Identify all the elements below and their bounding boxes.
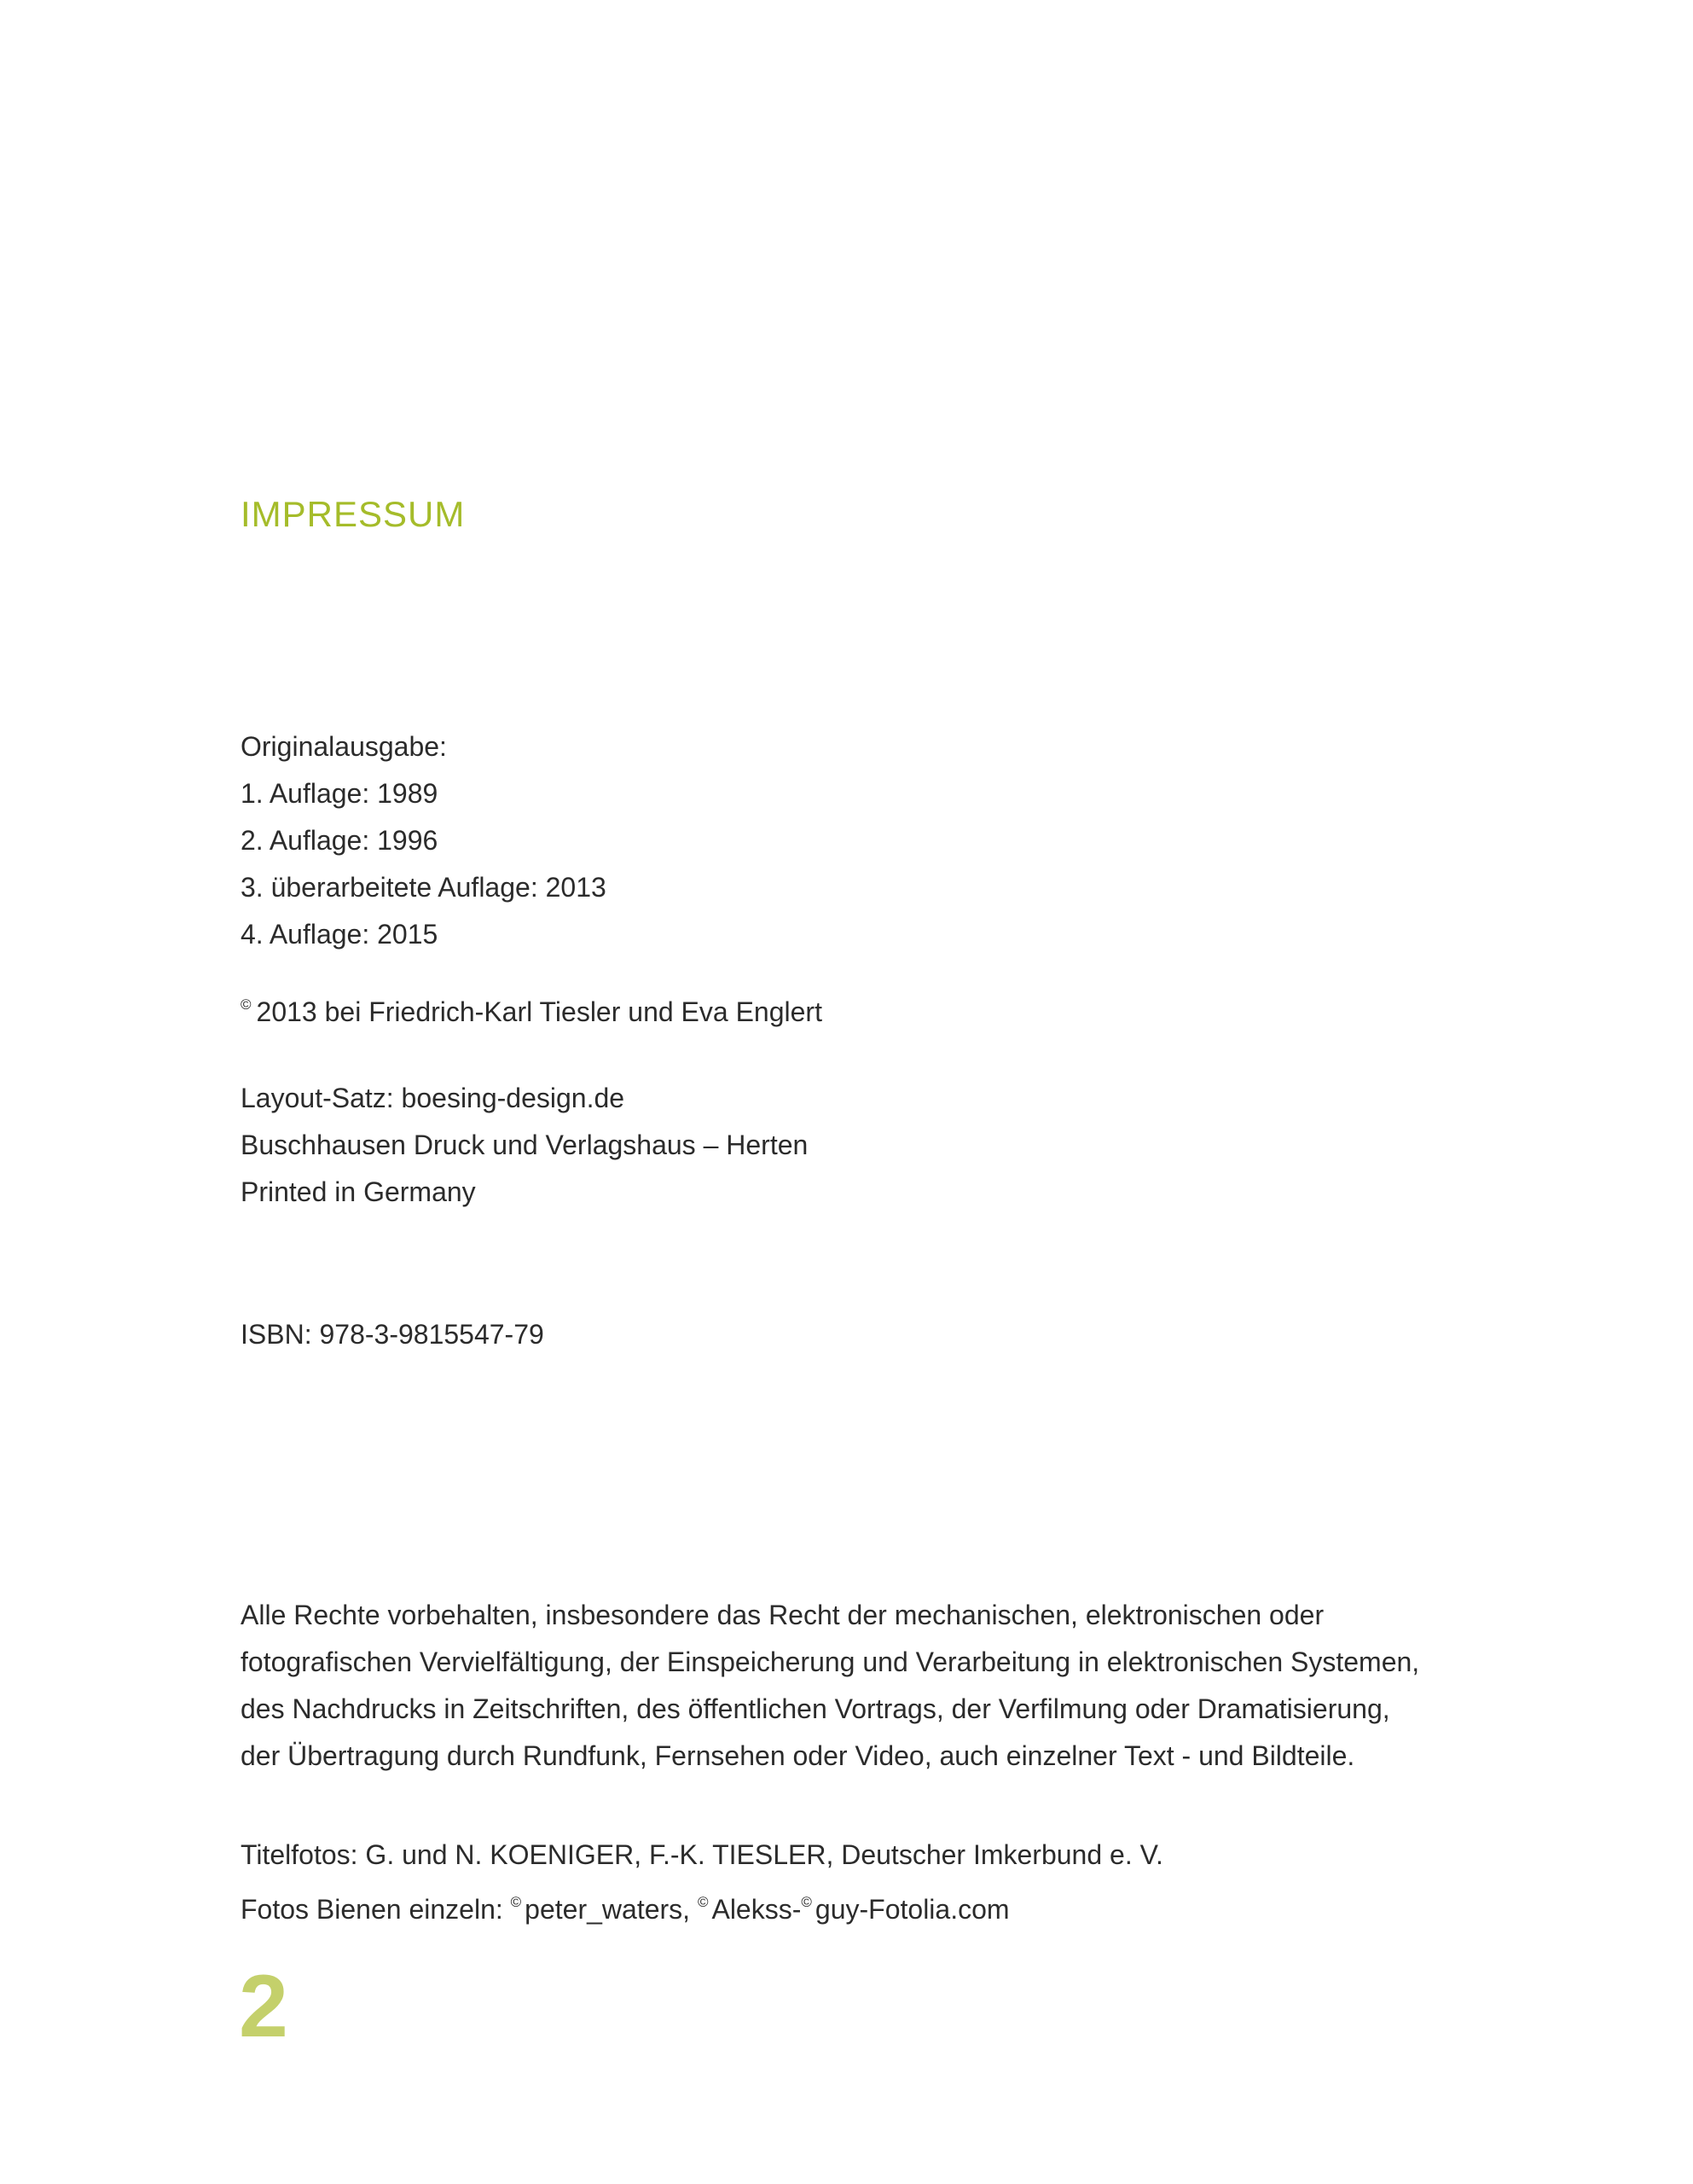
title-photos-credit: Titelfotos: G. und N. KOENIGER, F.-K. TIESLER, Deutscher Imkerbund e. V. <box>241 1839 1163 1870</box>
isbn-line <box>241 1311 544 1358</box>
rights-line: Alle Rechte vorbehalten, insbesondere das Recht der mechanischen, elektronischen oder <box>241 1600 1325 1630</box>
edition-item: 1. Auflage: 1989 <box>241 778 438 809</box>
edition-item: 3. überarbeitete Auflage: 2013 <box>241 872 606 903</box>
rights-line: fotografischen Vervielfältigung, der Einspeicherung und Verarbeitung in elektronischen Systemen, <box>241 1647 1420 1677</box>
isbn-text: ISBN: 978-3-9815547-79 <box>241 1319 544 1350</box>
bee-photos-part: peter_waters, <box>525 1894 691 1925</box>
rights-paragraph <box>241 1592 1419 1780</box>
copyright-symbol: © <box>801 1894 812 1910</box>
copyright-symbol: © <box>697 1894 709 1910</box>
rights-line: des Nachdrucks in Zeitschriften, des öffentlichen Vortrags, der Verfilmung oder Dramatisierung, <box>241 1693 1390 1724</box>
edition-item: 2. Auflage: 1996 <box>241 825 438 856</box>
page-number: 2 <box>239 1957 288 2056</box>
printed-in: Printed in Germany <box>241 1176 476 1207</box>
copyright-text: 2013 bei Friedrich-Karl Tiesler und Eva Englert <box>256 996 822 1027</box>
rights-line: der Übertragung durch Rundfunk, Fernsehen oder Video, auch einzelner Text - und Bildteile. <box>241 1740 1355 1771</box>
bee-photos-part: guy-Fotolia.com <box>815 1894 1010 1925</box>
edition-item: 4. Auflage: 2015 <box>241 919 438 950</box>
editions-block <box>241 723 606 958</box>
photo-credits <box>241 1832 1163 1933</box>
copyright-symbol: © <box>241 996 252 1013</box>
layout-credit: Layout-Satz: boesing-design.de <box>241 1083 625 1113</box>
copyright-line <box>241 981 822 1036</box>
copyright-symbol: © <box>510 1894 522 1910</box>
production-block <box>241 1075 808 1216</box>
bee-photos-prefix: Fotos Bienen einzeln: <box>241 1894 503 1925</box>
editions-heading: Originalausgabe: <box>241 731 447 762</box>
bee-photos-credit <box>241 1879 1163 1933</box>
page-title: IMPRESSUM <box>241 494 466 534</box>
bee-photos-part: Alekss- <box>711 1894 802 1925</box>
printer-credit: Buschhausen Druck und Verlagshaus – Herten <box>241 1130 809 1160</box>
